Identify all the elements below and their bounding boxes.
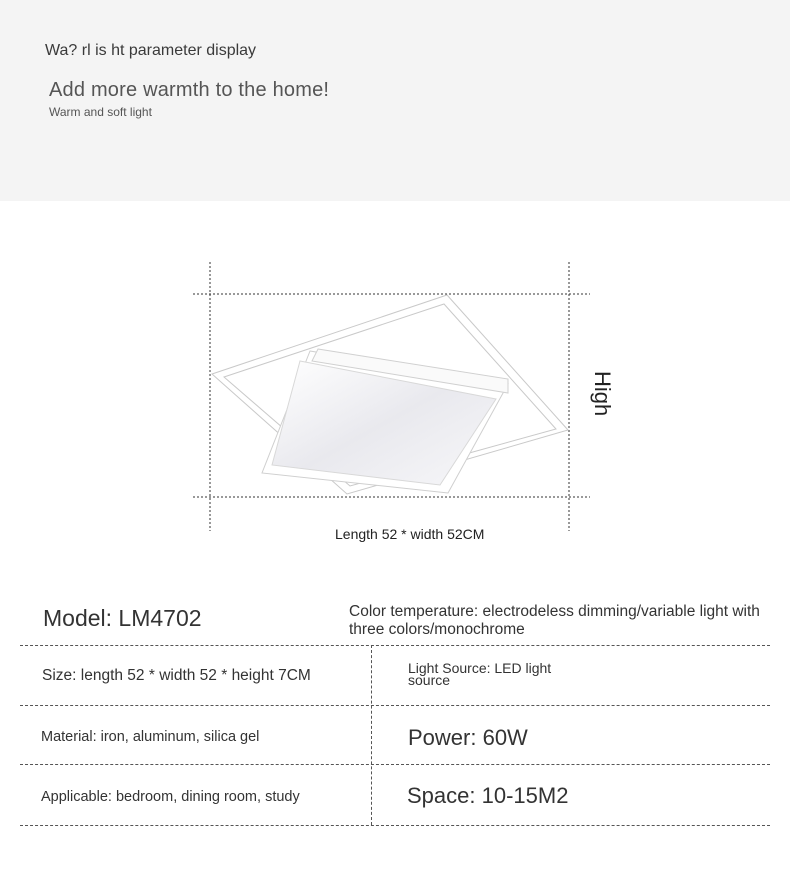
spec-applicable: Applicable: bedroom, dining room, study [41, 789, 300, 805]
table-divider [20, 764, 770, 765]
spec-light-source: Light Source: LED light source [408, 660, 552, 688]
inner-panel [262, 349, 508, 493]
spec-material: Material: iron, aluminum, silica gel [41, 729, 260, 745]
lamp-drawing [0, 201, 790, 571]
table-column-divider [371, 645, 372, 825]
table-divider [20, 825, 770, 826]
header-title: Wa? rl is ht parameter display [45, 42, 257, 59]
spec-color-temperature: Color temperature: electrodeless dimming/variable light with three colors/monochrome [349, 603, 760, 638]
spec-model: Model: LM4702 [43, 605, 202, 631]
dimension-label: Length 52 * width 52CM [335, 526, 485, 542]
spec-size: Size: length 52 * width 52 * height 7CM [42, 667, 311, 684]
spec-space: Space: 10-15M2 [407, 783, 569, 808]
table-divider [20, 705, 770, 706]
spec-power: Power: 60W [408, 725, 528, 750]
header-subtitle: Warm and soft light [49, 105, 152, 119]
lamp-dimension-diagram [0, 201, 790, 571]
table-divider [20, 645, 770, 646]
header-band [0, 0, 790, 201]
header-slogan: Add more warmth to the home! [49, 79, 330, 101]
height-label: High [590, 371, 615, 417]
